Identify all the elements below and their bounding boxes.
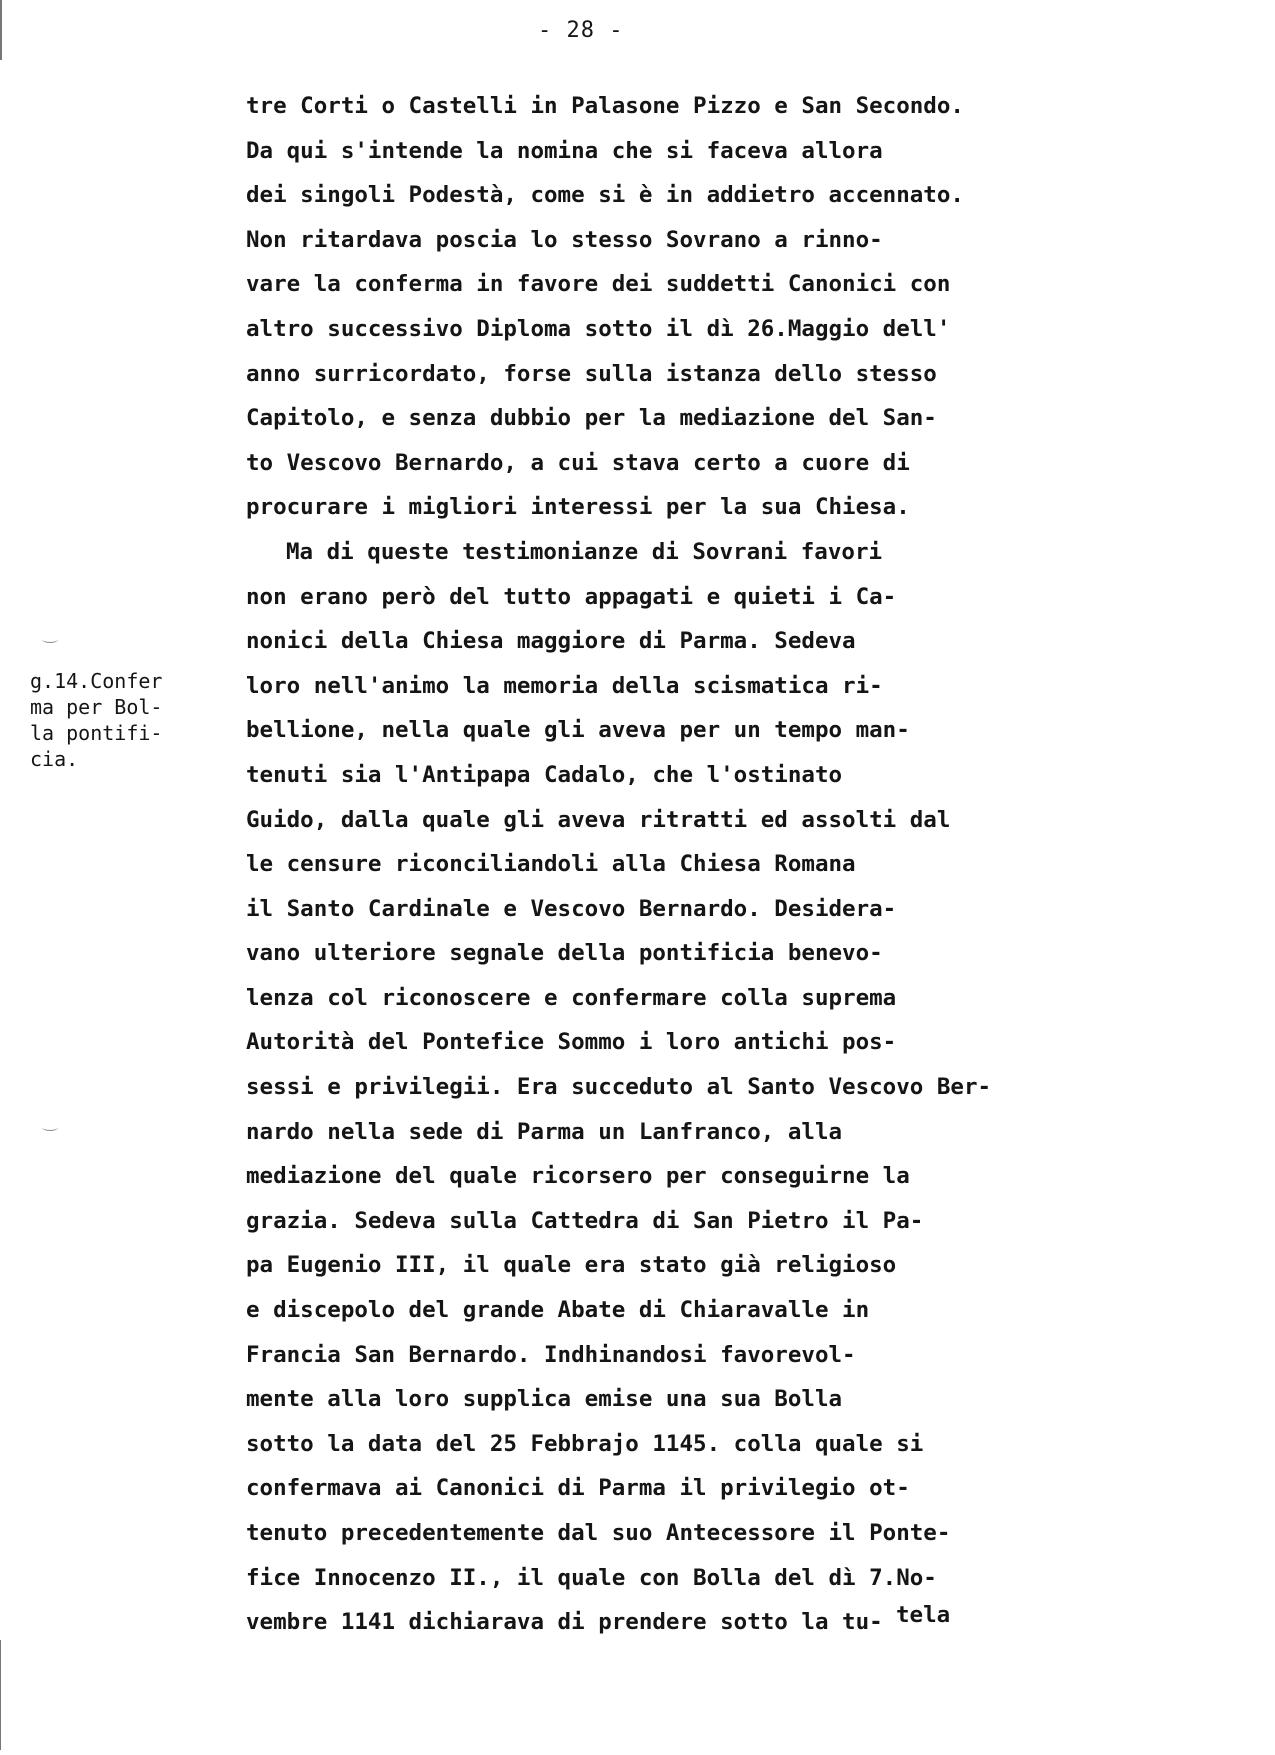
left-edge-mark [0,1640,1,1750]
text-line: Francia San Bernardo. Indhinandosi favorevol- [246,1341,856,1368]
text-line: sessi e privilegii. Era succeduto al Santo Vescovo Ber- [246,1074,992,1101]
text-line: altro successivo Diploma sotto il dì 26.Maggio dell' [246,315,951,342]
text-line: Autorità del Pontefice Sommo i loro antichi pos- [246,1029,897,1056]
text-line: il Santo Cardinale e Vescovo Bernardo. Desidera- [246,895,897,922]
text-line: mediazione del quale ricorsero per conseguirne la [246,1163,910,1190]
catchword: tela [896,1602,951,1628]
text-line: vembre 1141 dichiarava di prendere sotto la tu- [246,1609,883,1636]
text-line: dei singoli Podestà, come si è in addietro accennato. [246,182,964,209]
text-line: tre Corti o Castelli in Palasone Pizzo e San Secondo. [246,93,964,119]
text-line: anno surricordato, forse sulla istanza dello stesso [246,360,937,387]
text-line: fice Innocenzo II., il quale con Bolla del dì 7.No- [246,1564,937,1591]
margin-tick-mark [42,636,58,643]
text-line: Non ritardava poscia lo stesso Sovrano a rinno- [246,226,883,253]
text-line: non erano però del tutto appagati e quieti i Ca- [246,583,897,610]
text-line: vare la conferma in favore dei suddetti Canonici con [246,271,951,298]
text-line: tenuto precedentemente dal suo Antecessore il Ponte- [246,1520,951,1546]
marginal-note-line: cia. [30,747,79,771]
text-line: nonici della Chiesa maggiore di Parma. Sedeva [246,628,856,655]
left-edge-mark [0,0,2,60]
text-line: Ma di queste testimonianze di Sovrani favori [286,538,883,565]
text-line: tenuti sia l'Antipapa Cadalo, che l'ostinato [246,761,843,788]
text-line: le censure riconciliandoli alla Chiesa Romana [246,851,856,878]
text-line: loro nell'animo la memoria della scismatica ri- [246,672,883,699]
marginal-note-line: g.14.Confer [30,669,163,693]
text-line: procurare i migliori interessi per la sua Chiesa. [246,494,910,521]
page-number: - 28 - [538,18,624,43]
text-line: e discepolo del grande Abate di Chiaravalle in [246,1297,870,1324]
text-line: nardo nella sede di Parma un Lanfranco, alla [246,1118,843,1145]
body-text [246,84,1256,1645]
text-line: to Vescovo Bernardo, a cui stava certo a cuore di [246,449,910,476]
text-line: pa Eugenio III, il quale era stato già religioso [246,1252,897,1279]
marginal-note-line: la pontifi- [30,721,163,745]
marginal-note [30,668,220,772]
text-line: bellione, nella quale gli aveva per un tempo man- [246,717,910,744]
text-line: Capitolo, e senza dubbio per la mediazione del San- [246,405,937,432]
text-line: vano ulteriore segnale della pontificia benevo- [246,940,883,967]
text-line: Guido, dalla quale gli aveva ritratti ed assolti dal [246,806,951,833]
text-line: lenza col riconoscere e confermare colla suprema [246,984,897,1011]
text-line: grazia. Sedeva sulla Cattedra di San Pietro il Pa- [246,1207,924,1234]
margin-tick-mark [42,1124,58,1131]
text-line: confermava ai Canonici di Parma il privilegio ot- [246,1475,910,1502]
text-line: sotto la data del 25 Febbrajo 1145. colla quale si [246,1430,924,1457]
text-line: mente alla loro supplica emise una sua Bolla [246,1386,843,1413]
text-line: Da qui s'intende la nomina che si faceva allora [246,137,883,164]
marginal-note-line: ma per Bol- [30,695,163,719]
